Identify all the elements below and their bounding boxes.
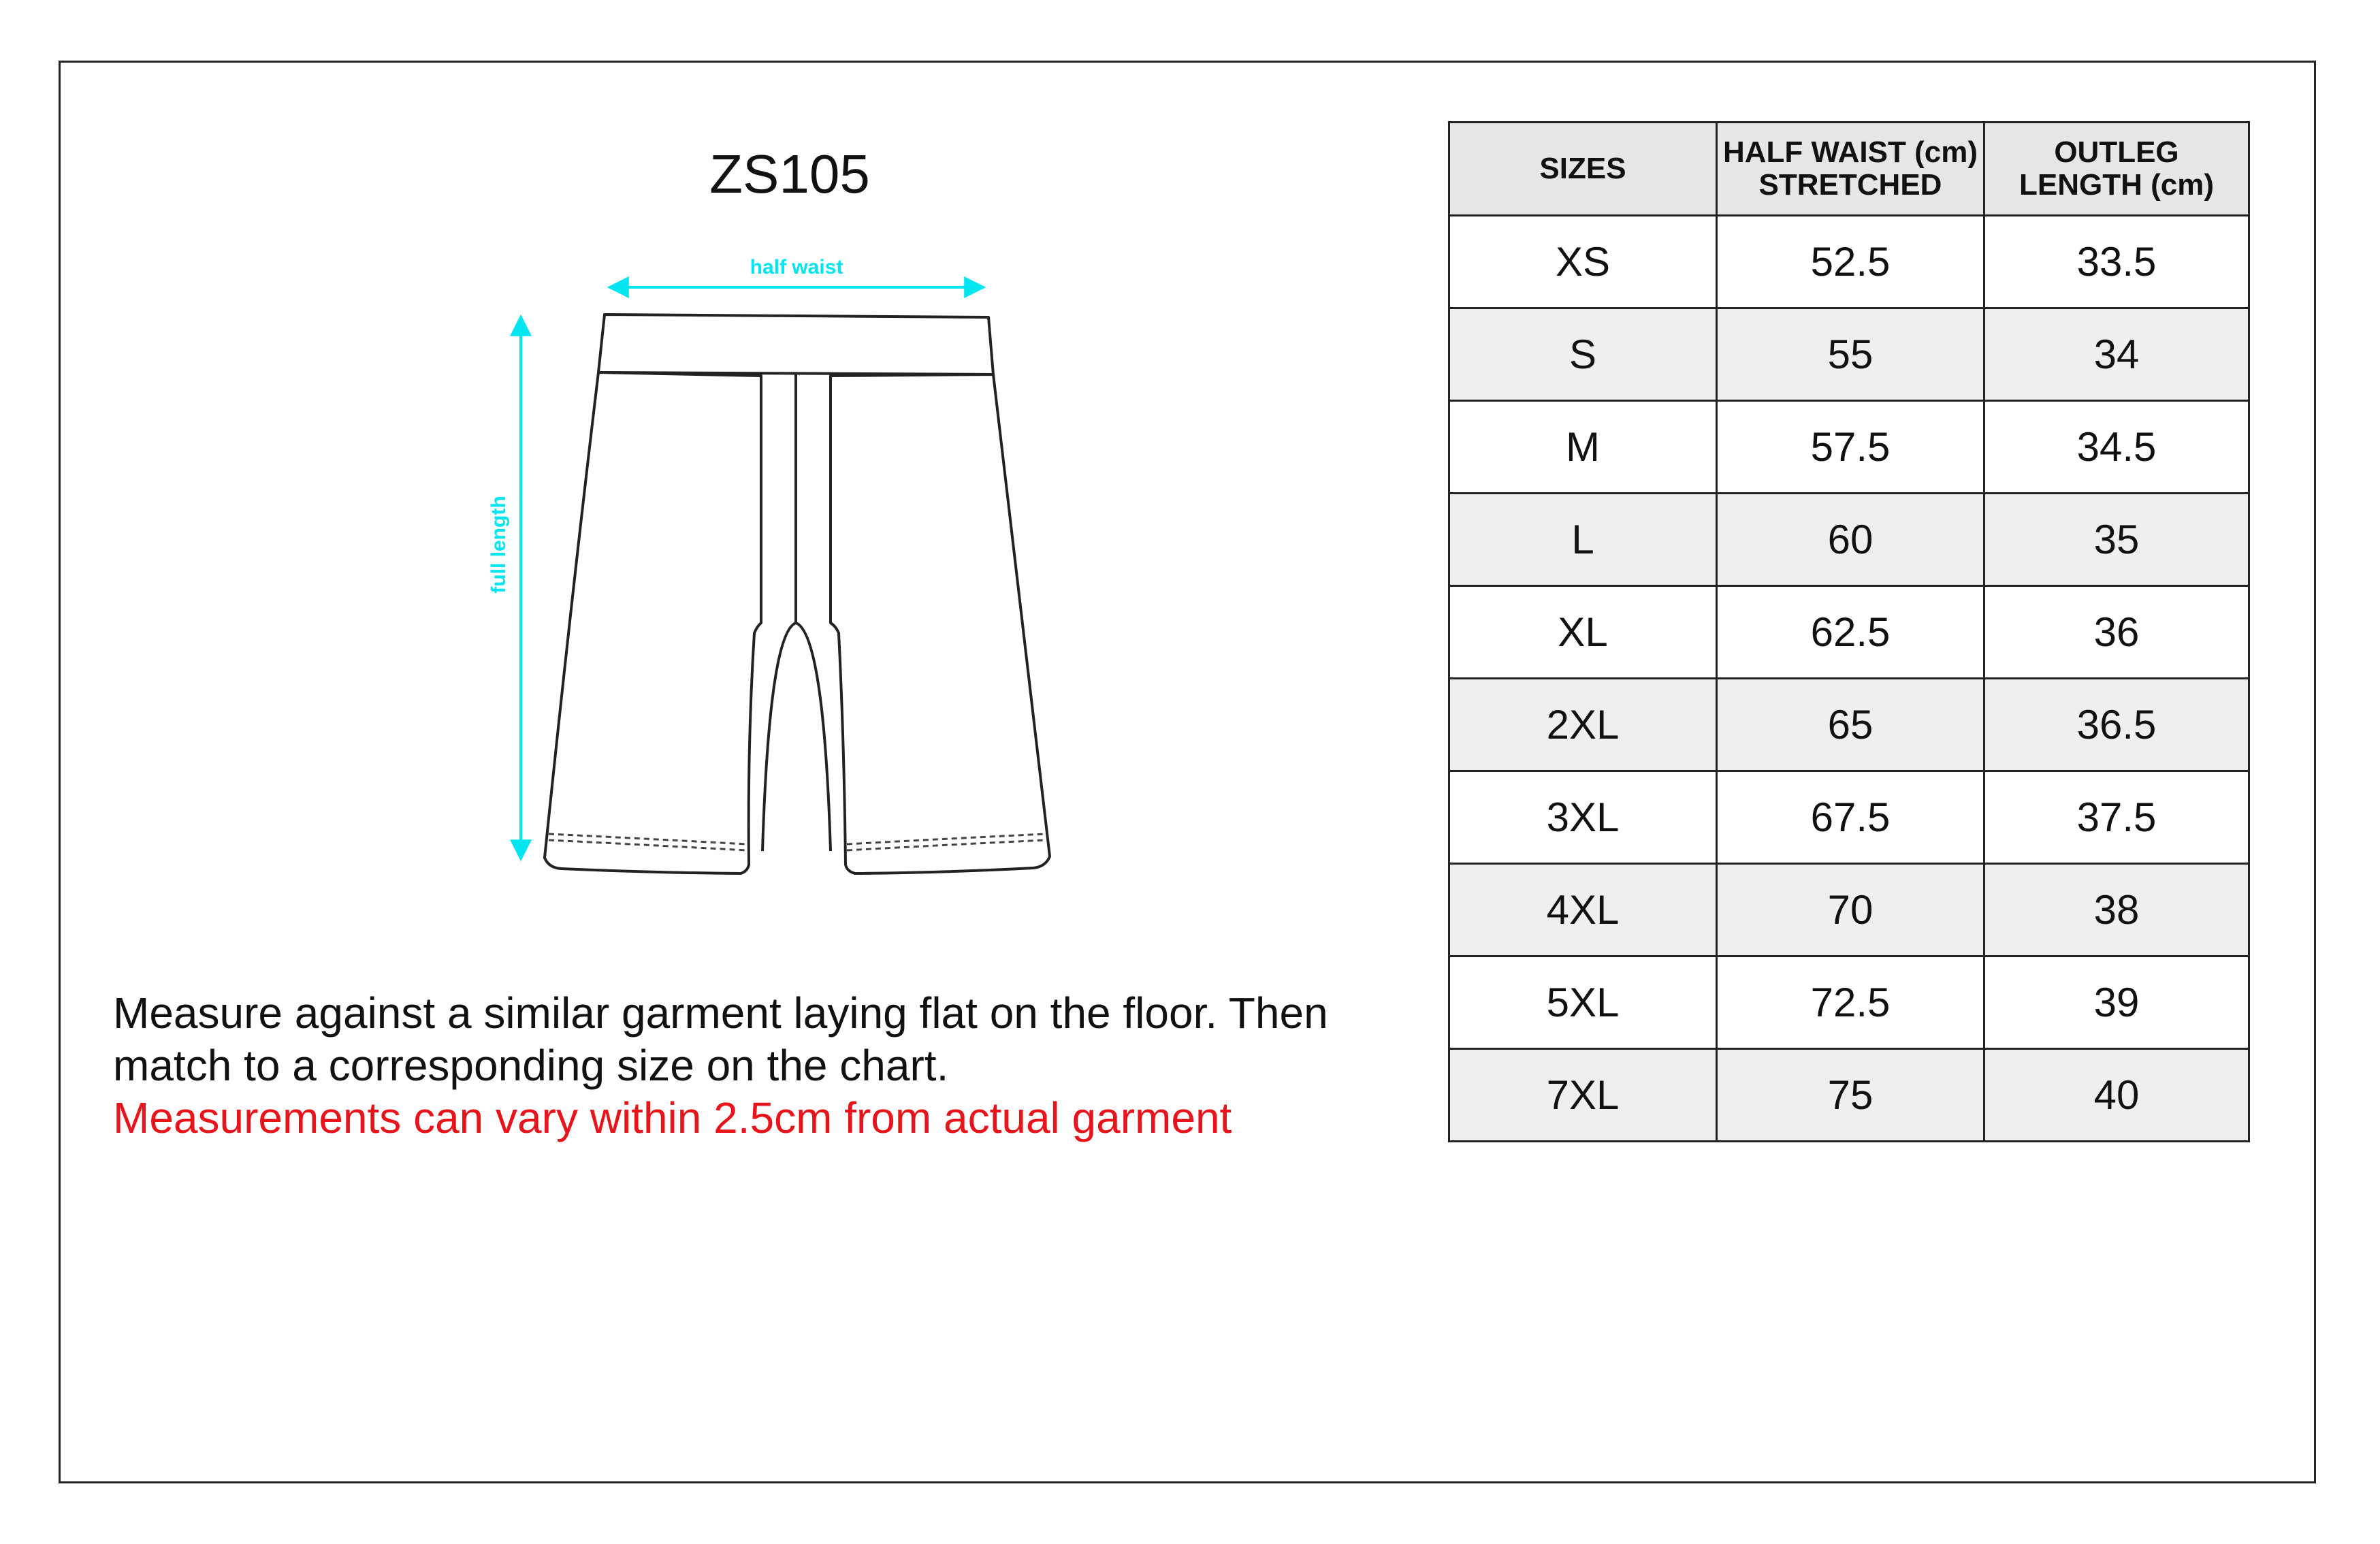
outleg-cell: 35 xyxy=(1984,494,2249,586)
half-waist-cell: 57.5 xyxy=(1717,401,1984,494)
header-half-waist-line2: STRETCHED xyxy=(1758,168,1942,202)
waistband xyxy=(598,315,993,374)
table-row xyxy=(1449,771,2249,864)
measurement-warning: Measurements can vary within 2.5cm from actual garment xyxy=(113,1093,1232,1142)
header-sizes xyxy=(1449,123,1717,216)
half-waist-cell: 60 xyxy=(1717,494,1984,586)
size-cell: XL xyxy=(1449,586,1717,679)
right-leg xyxy=(831,374,1050,873)
size-cell: XS xyxy=(1449,216,1717,308)
table-row xyxy=(1449,679,2249,771)
half-waist-cell: 62.5 xyxy=(1717,586,1984,679)
table-row xyxy=(1449,216,2249,308)
header-outleg-line1: OUTLEG xyxy=(2054,135,2179,169)
header-sizes-label: SIZES xyxy=(1539,152,1626,185)
table-row xyxy=(1449,586,2249,679)
left-leg xyxy=(545,372,761,873)
size-cell: 5XL xyxy=(1449,956,1717,1049)
half-waist-cell: 65 xyxy=(1717,679,1984,771)
outleg-cell: 36.5 xyxy=(1984,679,2249,771)
header-outleg xyxy=(1984,123,2249,216)
half-waist-cell: 75 xyxy=(1717,1049,1984,1142)
table-row xyxy=(1449,401,2249,494)
outleg-cell: 37.5 xyxy=(1984,771,2249,864)
table-row xyxy=(1449,308,2249,401)
size-cell: 7XL xyxy=(1449,1049,1717,1142)
center-seam xyxy=(762,374,796,851)
outleg-cell: 39 xyxy=(1984,956,2249,1049)
outleg-cell: 33.5 xyxy=(1984,216,2249,308)
outleg-cell: 34.5 xyxy=(1984,401,2249,494)
table-row xyxy=(1449,494,2249,586)
full-length-label: full length xyxy=(487,496,510,594)
half-waist-cell: 72.5 xyxy=(1717,956,1984,1049)
header-half-waist xyxy=(1717,123,1984,216)
size-chart-header-row xyxy=(1449,123,2249,216)
table-row xyxy=(1449,1049,2249,1142)
outleg-cell: 38 xyxy=(1984,864,2249,956)
half-waist-cell: 67.5 xyxy=(1717,771,1984,864)
size-cell: 2XL xyxy=(1449,679,1717,771)
outleg-cell: 36 xyxy=(1984,586,2249,679)
size-cell: L xyxy=(1449,494,1717,586)
instruction-line-2: match to a corresponding size on the chart. xyxy=(113,1041,949,1090)
half-waist-cell: 52.5 xyxy=(1717,216,1984,308)
table-row xyxy=(1449,956,2249,1049)
half-waist-label: half waist xyxy=(750,256,843,278)
outleg-cell: 40 xyxy=(1984,1049,2249,1142)
table-row xyxy=(1449,864,2249,956)
header-half-waist-line1: HALF WAIST (cm) xyxy=(1723,135,1978,169)
measuring-instructions xyxy=(113,987,1406,1144)
size-cell: 4XL xyxy=(1449,864,1717,956)
size-cell: 3XL xyxy=(1449,771,1717,864)
instruction-line-1: Measure against a similar garment laying flat on the floor. Then xyxy=(113,988,1328,1038)
header-outleg-line2: LENGTH (cm) xyxy=(2019,168,2214,202)
crotch-curve xyxy=(796,623,831,851)
size-cell: M xyxy=(1449,401,1717,494)
outleg-cell: 34 xyxy=(1984,308,2249,401)
size-chart-table xyxy=(1448,121,2250,1142)
half-waist-cell: 55 xyxy=(1717,308,1984,401)
product-code: ZS105 xyxy=(709,144,870,204)
size-cell: S xyxy=(1449,308,1717,401)
half-waist-cell: 70 xyxy=(1717,864,1984,956)
shorts-diagram xyxy=(449,252,1089,899)
